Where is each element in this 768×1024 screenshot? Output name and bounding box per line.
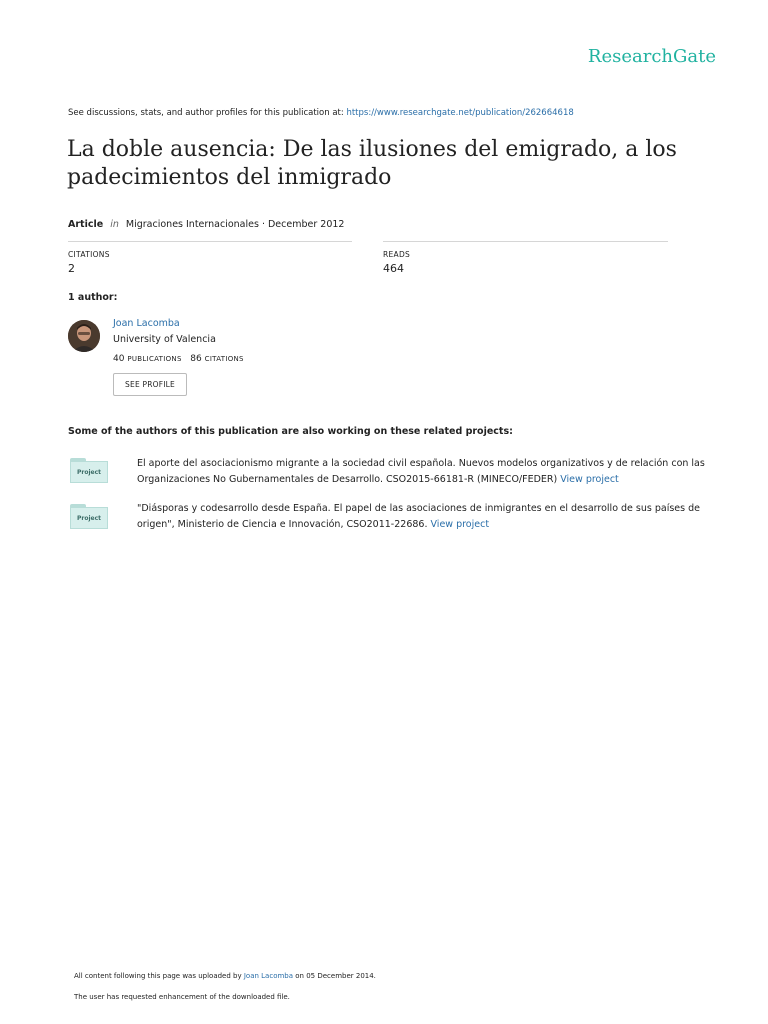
in-word: in [110,219,119,230]
author-citations-count: 86 [190,354,202,364]
enhancement-note: The user has requested enhancement of the downloaded file. [74,993,290,1001]
author-avatar[interactable] [68,320,100,352]
project-description: El aporte del asociacionismo migrante a la sociedad civil española. Nuevos modelos organizativos y de relación con las Organizaciones No Gubernamentales de Desarrollo. CSO2015-66181-R (MINECO/FEDER) [137,458,705,485]
authors-heading: 1 author: [68,292,118,303]
author-name-link[interactable]: Joan Lacomba [113,318,180,329]
project-folder-icon[interactable] [70,504,108,528]
upload-prefix: All content following this page was uploaded by [74,972,242,980]
author-publications-count: 40 [113,354,125,364]
researchgate-logo[interactable]: ResearchGate [587,46,716,67]
venue-date: Migraciones Internacionales · December 2012 [125,219,345,230]
uploader-link[interactable]: Joan Lacomba [243,972,294,980]
projects-heading: Some of the authors of this publication are also working on these related projects: [68,426,513,437]
citations-divider [68,241,352,242]
project-icon-label: Project [70,461,108,483]
author-institution: University of Valencia [113,334,216,345]
project-icon-label: Project [70,507,108,529]
project-item [137,501,709,533]
author-publications-label: PUBLICATIONS [127,355,182,363]
view-project-link[interactable]: View project [430,519,490,530]
publication-type: Article [68,219,104,230]
reads-value: 464 [383,262,404,275]
discussion-note [68,108,574,118]
upload-note [74,972,376,980]
citations-label: CITATIONS [68,250,110,259]
upload-suffix: on 05 December 2014. [295,972,376,980]
author-citations-label: CITATIONS [204,355,244,363]
publication-meta [68,219,344,230]
author-stats [113,354,244,364]
see-profile-button[interactable]: SEE PROFILE [113,373,187,396]
avatar-photo-icon [68,320,100,352]
publication-url-link[interactable]: https://www.researchgate.net/publication/262664618 [346,108,574,118]
project-item [137,456,709,488]
reads-divider [383,241,668,242]
view-project-link[interactable]: View project [560,474,619,485]
citations-value: 2 [68,262,75,275]
discussion-text: See discussions, stats, and author profiles for this publication at: [68,108,344,118]
project-description: "Diásporas y codesarrollo desde España. El papel de las asociaciones de inmigrantes en el desarrollo de sus países de origen", Ministerio de Ciencia e Innovación, CSO2011-22686. [137,503,700,530]
reads-label: READS [383,250,411,259]
publication-title: La doble ausencia: De las ilusiones del emigrado, a los padecimientos del inmigrado [67,137,677,190]
project-folder-icon[interactable] [70,458,108,482]
